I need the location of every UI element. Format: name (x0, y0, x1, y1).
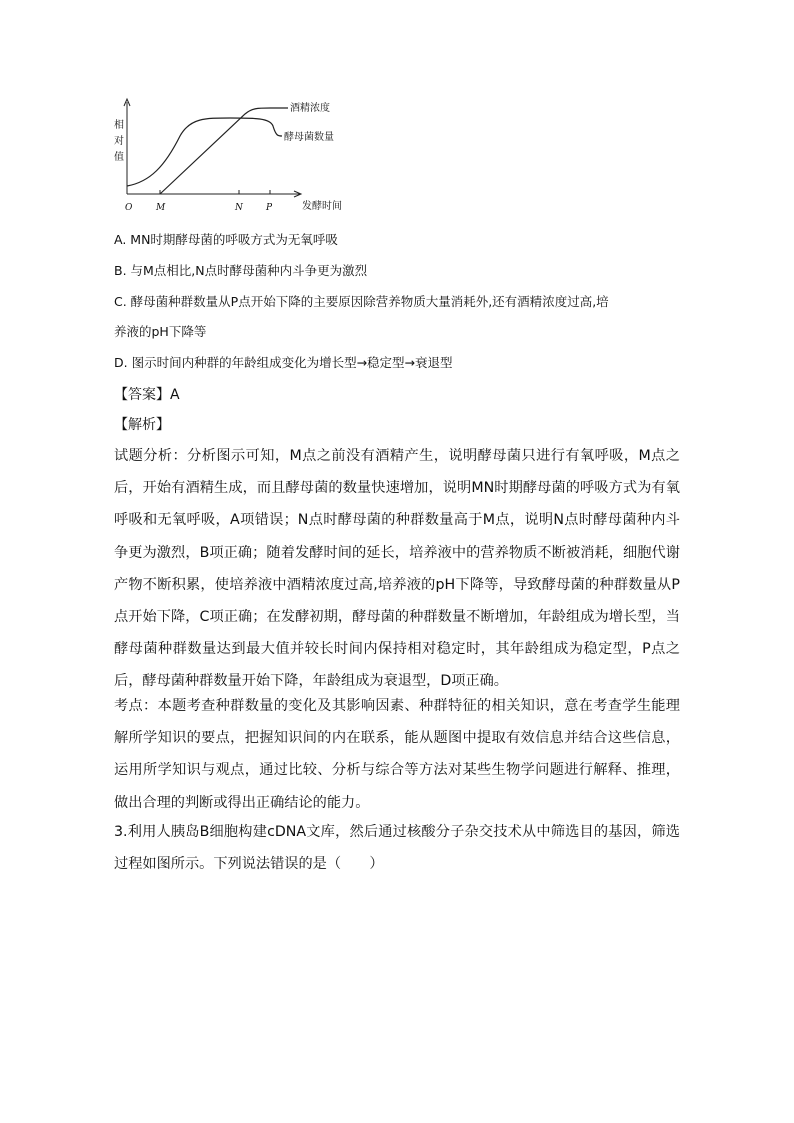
option-d: D. 图示时间内种群的年龄组成变化为增长型→稳定型→衰退型 (114, 355, 453, 370)
option-b: B. 与M点相比,N点时酵母菌种内斗争更为激烈 (114, 263, 368, 278)
tick-label-n: N (235, 203, 243, 213)
curve-chart (110, 96, 360, 222)
tick-label-m: M (156, 203, 166, 213)
analysis-tag: 【解析】 (114, 417, 170, 433)
x-axis-label: 发酵时间 (302, 201, 342, 212)
ylabel-char: 相 (114, 120, 124, 131)
analysis-paragraph (114, 440, 680, 698)
analysis-text: 试题分析：分析图示可知，M点之前没有酒精产生，说明酵母菌只进行有氧呼吸，M点之后，开始有酒精生成，而且酵母菌的数量快速增加，说明MN时期酵母菌的呼吸方式为有氧呼吸和无氧呼吸，A项错误；N点时酵母菌的种群数量高于M点，说明N点时酵母菌种内斗争更为激烈，B项正确；随着发酵时间的延长，培养液中的营养物质不断被消耗，细胞代谢产物不断积累，使培养液中酒精浓度过高,培养液的pH下降等，导致酵母菌的种群数量从P点开始下降，C项正确；在发酵初期，酵母菌的种群数量不断增加，年龄组成为增长型，当酵母菌种群数量达到最大值并较长时间内保持相对稳定时，其年龄组成为稳定型，P点之后，酵母菌种群数量开始下降，年龄组成为衰退型，D项正确。 (114, 448, 680, 690)
option-a: A. MN时期酵母菌的呼吸方式为无氧呼吸 (114, 232, 338, 247)
question-3 (114, 816, 680, 880)
series-label-yeast: 酵母菌数量 (284, 132, 334, 143)
tick-label-p: P (266, 203, 273, 213)
kaodian-text: 考点：本题考查种群数量的变化及其影响因素、种群特征的相关知识，意在考查学生能理解所学知识的要点，把握知识间的内在联系，能从题图中提取有效信息并结合这些信息，运用所学知识与观点，通过比较、分析与综合等方法对某些生物学问题进行解释、推理，做出合理的判断或得出正确结论的能力。 (114, 698, 680, 811)
figure (110, 96, 360, 222)
option-c: C. 酵母菌种群数量从P点开始下降的主要原因除营养物质大量消耗外,还有酒精浓度过高,培 (114, 294, 609, 309)
ylabel-char: 值 (114, 152, 124, 163)
answer-line (114, 384, 180, 404)
answer-value: A (170, 387, 180, 403)
question-3-text: 3.利用人胰岛B细胞构建cDNA文库，然后通过核酸分子杂交技术从中筛选目的基因，筛选过程如图所示。下列说法错误的是（ ） (114, 824, 680, 873)
option-c-cont: 养液的pH下降等 (114, 324, 207, 339)
alcohol-curve (160, 108, 288, 194)
series-label-alcohol: 酒精浓度 (290, 103, 330, 114)
ylabel-char: 对 (114, 136, 124, 147)
kaodian-paragraph (114, 690, 680, 819)
answer-tag: 【答案】 (114, 387, 170, 403)
tick-label-o: O (125, 203, 133, 213)
